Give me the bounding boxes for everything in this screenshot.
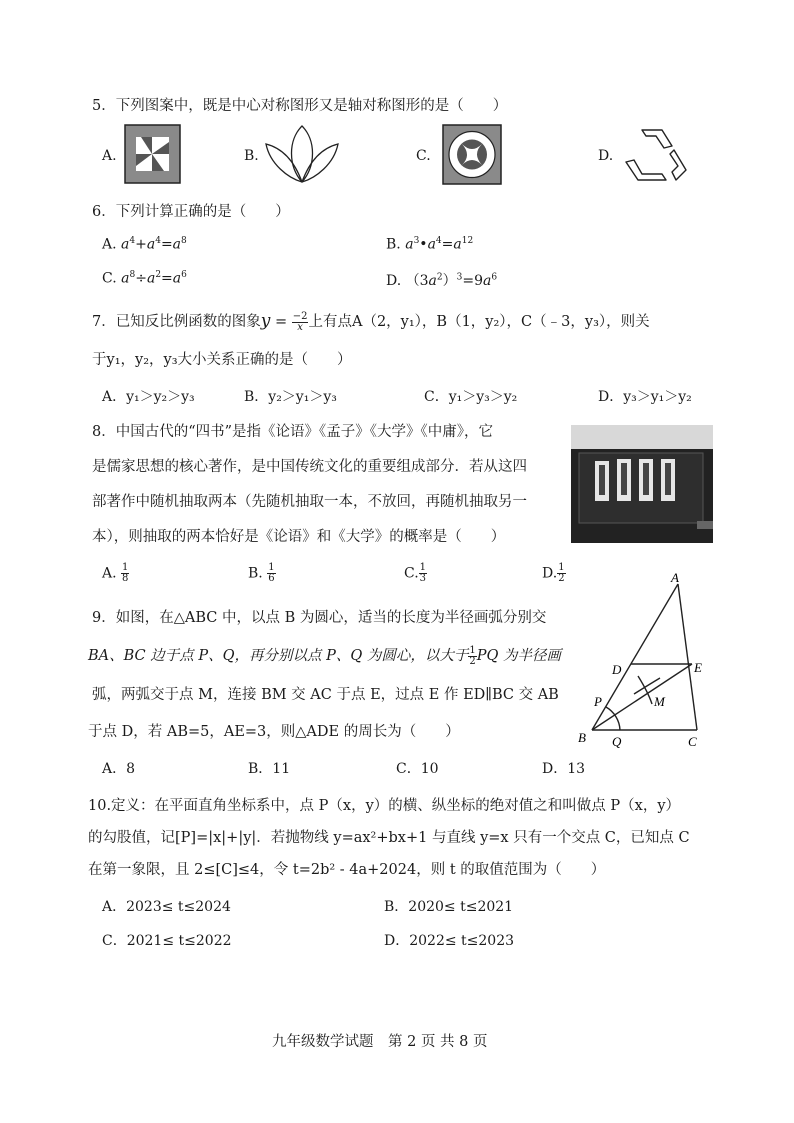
q10-option-c: C．2021≤ t≤2022 bbox=[102, 933, 232, 949]
q10-option-a: A．2023≤ t≤2024 bbox=[102, 899, 231, 915]
recycle-triangle-icon bbox=[622, 126, 688, 184]
q7-fraction: $\frac{-2}{x}$ bbox=[292, 310, 308, 333]
label-d: D bbox=[612, 662, 622, 677]
label-b: B bbox=[578, 730, 586, 745]
q8-b-den: 6 bbox=[268, 573, 275, 584]
q6-label-b: B. bbox=[386, 236, 401, 253]
label-e: E bbox=[694, 660, 702, 675]
q10-option-d: D．2022≤ t≤2023 bbox=[384, 933, 515, 949]
q10-line2: 的勾股值，记[P]=|x|+|y|．若抛物线 y=ax²+bx+1 与直线 y=x 只有一个交点 C，已知点 C bbox=[88, 830, 690, 846]
pinwheel-icon bbox=[124, 124, 181, 184]
q9-line2b: PQ 为半径画 bbox=[476, 648, 562, 664]
q8-c-num: 1 bbox=[419, 562, 427, 573]
q9-half-num: 1 bbox=[469, 644, 476, 656]
q8-d-num: 1 bbox=[558, 562, 565, 573]
q8-option-d bbox=[542, 563, 566, 584]
arc-pq bbox=[606, 707, 620, 730]
q6-option-c: C. $a^8\div a^2=a^6$ bbox=[102, 270, 187, 287]
q7-line2: 于y₁，y₂，y₃大小关系正确的是（ ） bbox=[92, 352, 352, 368]
q8-a-den: 8 bbox=[122, 573, 129, 584]
q6-label-a: A. bbox=[102, 236, 117, 253]
q7-option-d: D．y₃＞y₁＞y₂ bbox=[598, 389, 692, 405]
q9-line2 bbox=[88, 644, 561, 667]
q8-option-c bbox=[404, 563, 427, 584]
q7-option-a: A．y₁＞y₂＞y₃ bbox=[102, 389, 195, 405]
q5-stem: 5．下列图案中，既是中心对称图形又是轴对称图形的是（ ） bbox=[92, 98, 508, 114]
q7-prefix: 7．已知反比例函数的图象 bbox=[92, 314, 261, 330]
q8-label-d: D. bbox=[542, 565, 558, 582]
segment-ac bbox=[678, 584, 697, 730]
q5-label-a: A. bbox=[102, 148, 117, 164]
q9-line3: 弧，两弧交于点 M，连接 BM 交 AC 于点 E，过点 E 作 ED∥BC 交 AB bbox=[92, 687, 559, 703]
q6-option-a: A. $a^4+a^4=a^8$ bbox=[102, 236, 187, 253]
label-c: C bbox=[688, 734, 697, 749]
q9-line1: 9．如图，在△ABC 中，以点 B 为圆心，适当的长度为半径画弧分别交 bbox=[92, 610, 547, 626]
q8-option-a bbox=[102, 563, 129, 584]
q8-d-den: 2 bbox=[558, 573, 565, 584]
q9-option-a: A．8 bbox=[102, 761, 136, 777]
four-books-photo bbox=[571, 425, 713, 543]
q7-option-c: C．y₁＞y₃＞y₂ bbox=[424, 389, 518, 405]
q8-option-b bbox=[248, 563, 276, 584]
q5-label-b: B. bbox=[244, 148, 259, 164]
q9-line2a: BA、BC 边于点 P、Q，再分别以点 P、Q 为圆心，以大于 bbox=[88, 648, 469, 664]
q8-label-c: C. bbox=[404, 565, 419, 582]
q7-option-b: B．y₂＞y₁＞y₃ bbox=[244, 389, 337, 405]
q9-line4: 于点 D，若 AB=5，AE=3，则△ADE 的周长为（ ） bbox=[88, 724, 460, 740]
lotus-icon bbox=[262, 120, 342, 186]
coin-icon bbox=[442, 124, 502, 185]
label-a: A bbox=[671, 570, 679, 585]
q9-option-b: B．11 bbox=[248, 761, 291, 777]
q8-b-num: 1 bbox=[268, 562, 275, 573]
q8-a-num: 1 bbox=[122, 562, 129, 573]
q6-stem: 6．下列计算正确的是（ ） bbox=[92, 204, 290, 220]
q10-line3: 在第一象限，且 2≤[C]≤4，令 t=2b² - 4a+2024，则 t 的取值范围为（ ） bbox=[88, 862, 606, 878]
q6-option-d: D. $(3a^2)^3=9a^6$ bbox=[386, 272, 498, 289]
q8-line1: 8．中国古代的“四书”是指《论语》《孟子》《大学》《中庸》，它 bbox=[92, 424, 494, 440]
q7-line1: 7．已知反比例函数的图象y = $\frac{-2}{x}$ 上有点A（2，y₁），B（1，y₂），C（﹣3，y₃），则关 bbox=[92, 310, 650, 333]
q7-points: A（2，y₁），B（1，y₂），C（﹣3，y₃），则关 bbox=[351, 314, 650, 330]
q8-line2: 是儒家思想的核心著作，是中国传统文化的重要组成部分．若从这四 bbox=[92, 459, 527, 475]
q6-label-d: D. bbox=[386, 273, 402, 289]
segment-be bbox=[592, 664, 692, 730]
q8-label-b: B. bbox=[248, 565, 263, 582]
q10-option-b: B．2020≤ t≤2021 bbox=[384, 899, 514, 915]
q6-label-c: C. bbox=[102, 270, 117, 287]
q9-half-den: 2 bbox=[469, 655, 476, 667]
q8-line3: 部著作中随机抽取两本（先随机抽取一本，不放回，再随机抽取另一 bbox=[92, 494, 527, 510]
label-q: Q bbox=[612, 734, 622, 749]
q8-label-a: A. bbox=[102, 565, 117, 582]
segment-ab bbox=[592, 584, 678, 730]
q5-label-c: C. bbox=[416, 148, 431, 164]
q9-option-d: D．13 bbox=[542, 761, 586, 777]
q8-c-den: 3 bbox=[419, 573, 427, 584]
page-footer: 九年级数学试题 第 2 页 共 8 页 bbox=[272, 1034, 488, 1050]
q10-line1: 10.定义：在平面直角坐标系中，点 P（x，y）的横、纵坐标的绝对值之和叫做点 P（x，y） bbox=[88, 798, 681, 814]
triangle-figure bbox=[568, 566, 718, 750]
books-illustration bbox=[571, 425, 713, 543]
q5-label-d: D. bbox=[598, 148, 614, 164]
q6-option-b: B. $a^3•a^4=a^{12}$ bbox=[386, 236, 474, 253]
label-p: P bbox=[594, 694, 602, 709]
q7-mid: 上有点 bbox=[308, 314, 352, 330]
q9-option-c: C．10 bbox=[396, 761, 439, 777]
label-m: M bbox=[654, 694, 665, 709]
q8-line4: 本），则抽取的两本恰好是《论语》和《大学》的概率是（ ） bbox=[92, 529, 506, 545]
